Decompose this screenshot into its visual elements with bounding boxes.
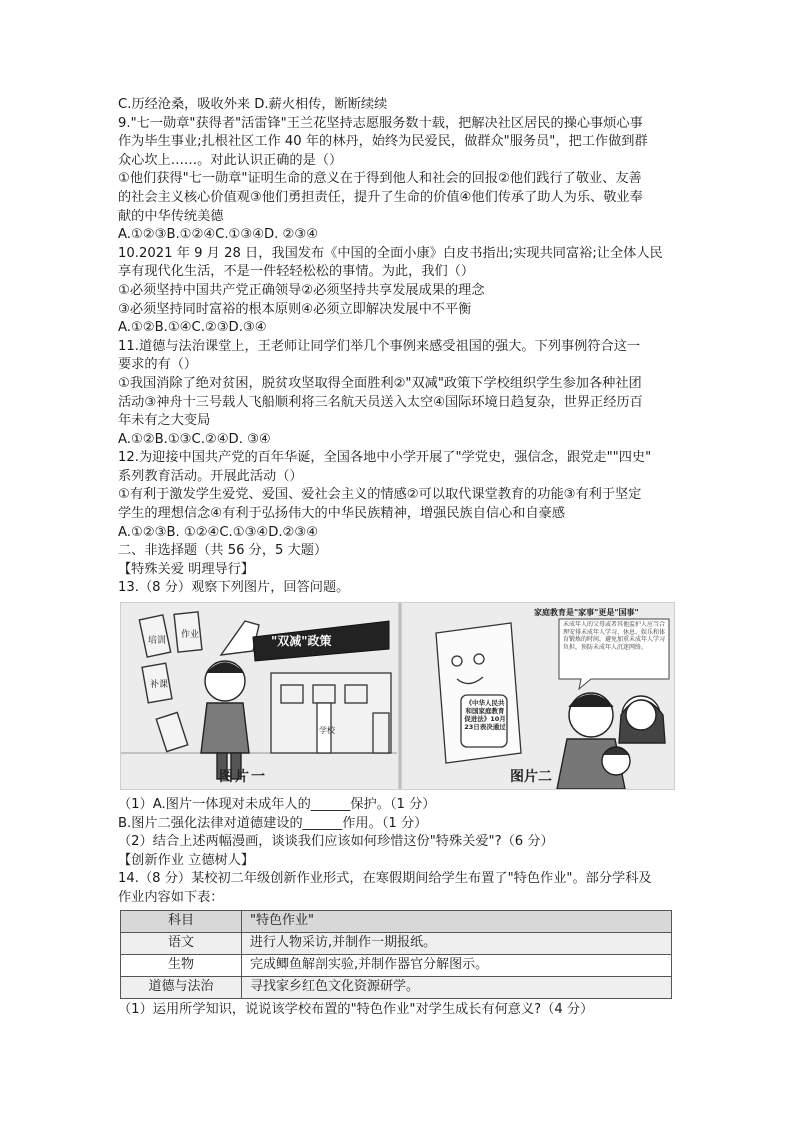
- question-block-middle: [118, 796, 678, 908]
- text-line: 【创新作业 立德树人】: [118, 852, 255, 868]
- text-line: C.历经沧桑，吸收外来 D.薪火相传，断断续续: [118, 97, 388, 112]
- table-header-row: [121, 910, 672, 932]
- text-line: 献的中华传统美德: [118, 208, 224, 224]
- comic-illustration: [120, 602, 675, 790]
- book-label-1: 培训: [148, 636, 167, 647]
- table-cell-subject: 道德与法治: [121, 976, 242, 998]
- text-line: 【特殊关爱 明理导行】: [118, 561, 255, 577]
- text-line: 活动③神舟十三号载人飞船顺利将三名航天员送入太空④国际环境日趋复杂，世界正经历百: [118, 394, 643, 410]
- homework-table: [120, 910, 672, 999]
- table-header-homework: "特色作业": [242, 910, 672, 932]
- text-line: 学生的理想信念④有利于弘扬伟大的中华民族精神，增强民族自信心和自豪感: [118, 506, 566, 522]
- table-row: [121, 954, 672, 976]
- table-cell-subject: 语文: [121, 932, 242, 954]
- text-line: 9."七一勋章"获得者"活雷锋"王兰花坚持志愿服务数十载，把解决社区居民的操心事烦心事: [118, 115, 643, 131]
- text-line: （1）A.图片一体现对未成年人的______保护。（1 分）: [118, 797, 436, 813]
- table-header-subject: 科目: [121, 910, 242, 932]
- text-line: ①他们获得"七一勋章"证明生命的意义在于得到他人和社会的回报②他们践行了敬业、友善: [118, 171, 642, 187]
- text-line: ①必须坚持中国共产党正确领导②必须坚持共享发展成果的理念: [118, 282, 485, 298]
- text-line: 二、非选择题（共 56 分，5 大题）: [118, 543, 328, 559]
- text-line: （2）结合上述两幅漫画，谈谈我们应该如何珍惜这份"特殊关爱"?（6 分）: [118, 834, 554, 850]
- text-line: （1）运用所学知识，说说该学校布置的"特色作业"对学生成长有何意义?（4 分）: [118, 1001, 594, 1017]
- book-label-3: 补课: [150, 680, 169, 691]
- table-cell-homework: 完成鲫鱼解剖实验,并制作器官分解图示。: [242, 954, 672, 976]
- text-line: 众心坎上……。对此认识正确的是（）: [118, 152, 343, 168]
- book-label-2: 作业: [181, 630, 200, 641]
- text-line: 系列教育活动。开展此活动（）: [118, 468, 303, 484]
- text-line: 14.（8 分）某校初二年级创新作业形式，在寒假期间给学生布置了"特色作业"。部分学科及: [118, 871, 652, 887]
- right-title: 家庭教育是"家事"更是"国事": [534, 608, 639, 618]
- text-line: ①我国消除了绝对贫困，脱贫攻坚取得全面胜利②"双减"政策下学校组织学生参加各种社团: [118, 375, 642, 391]
- speech-bubble-text: 未成年人的父母或者其他监护人应当合理安排未成年人学习、休息、娱乐和体育锻炼的时间，避免加重未成年人学习负担，预防未成年人沉迷网络。: [563, 621, 666, 651]
- text-line: A.①②③B.①②④C.①③④D. ②③④: [118, 227, 319, 243]
- text-line: 年未有之大变局: [118, 413, 211, 429]
- table-cell-homework: 寻找家乡红色文化资源研学。: [242, 976, 672, 998]
- text-line: A.①②B.①④C.②③D.③④: [118, 320, 267, 336]
- table-cell-subject: 生物: [121, 954, 242, 976]
- text-line: 作业内容如下表：: [118, 890, 224, 905]
- text-line: ③必须坚持同时富裕的根本原则④必须立即解决发展中不平衡: [118, 301, 472, 317]
- school-sign-label: 学校: [319, 726, 335, 736]
- text-line: 享有现代化生活，不是一件轻轻松松的事情。为此，我们（）: [118, 264, 475, 280]
- text-line: B.图片二强化法律对道德建设的______作用。（1 分）: [118, 815, 428, 831]
- text-line: 10.2021 年 9 月 28 日，我国发布《中国的全面小康》白皮书指出;实现共同富裕;让全体人民: [118, 245, 663, 261]
- text-line: 11.道德与法治课堂上，王老师让同学们举几个事例来感受祖国的强大。下列事例符合这一: [118, 338, 641, 354]
- banner-text: "双减"政策: [271, 634, 332, 649]
- text-line: ①有利于激发学生爱党、爱国、爱社会主义的情感②可以取代课堂教育的功能③有利于坚定: [118, 487, 642, 503]
- table-row: [121, 932, 672, 954]
- question-block-bottom: [118, 1001, 678, 1020]
- text-line: A.①②B.①③C.②④D. ③④: [118, 431, 271, 447]
- text-line: 要求的有（）: [118, 357, 198, 373]
- law-document-text: 《中华人民共和国家庭教育促进法》10月23日表决通过: [464, 699, 506, 732]
- question-block-top: [118, 96, 678, 598]
- text-line: 12.为迎接中国共产党的百年华诞，全国各地中小学开展了"学党史，强信念，跟党走""四史": [118, 450, 652, 466]
- text-line: 作为毕生事业;扎根社区工作 40 年的林丹，始终为民爱民，做群众"服务员"，把工作做到群: [118, 134, 648, 150]
- text-line: A.①②③B. ①②④C.①③④D.②③④: [118, 524, 319, 540]
- caption-left: 图片一: [219, 769, 267, 786]
- text-line: 13.（8 分）观察下列图片，回答问题。: [118, 580, 350, 596]
- comic-drawing: [121, 603, 674, 789]
- table-row: [121, 976, 672, 998]
- table-cell-homework: 进行人物采访,并制作一期报纸。: [242, 932, 672, 954]
- caption-right: 图片二: [510, 769, 552, 786]
- exam-page: [118, 96, 678, 1019]
- text-line: 的社会主义核心价值观③他们勇担责任，提升了生命的价值④他们传承了助人为乐、敬业奉: [118, 189, 643, 205]
